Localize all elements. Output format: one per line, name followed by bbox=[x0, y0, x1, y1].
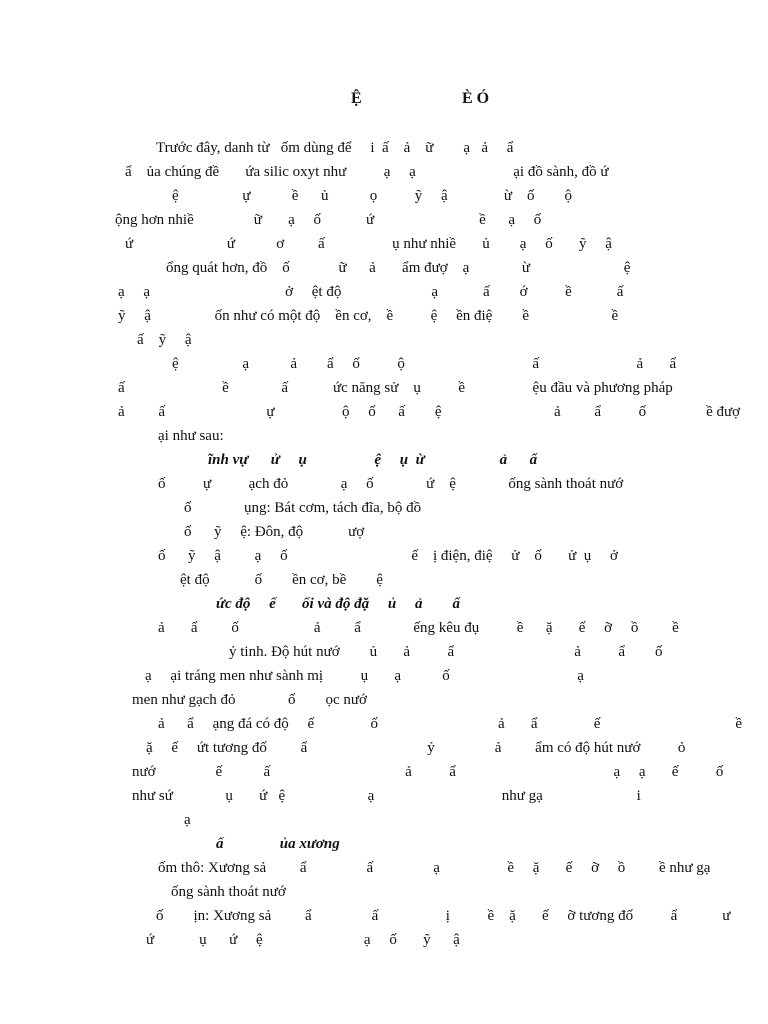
section-heading: ức độ ế ối và độ đặ ủ ả ẩ bbox=[216, 596, 460, 612]
text-line: ố ự ạch đỏ ạ ố ứ ệ ống sành thoát nướ bbox=[158, 476, 624, 492]
text-line: ứ ụ ứ ệ ạ ố ỹ ậ bbox=[146, 932, 460, 948]
text-line: ạ ạ ở ệt độ ạ ấ ớ ề ấ bbox=[118, 284, 624, 300]
document-title bbox=[0, 90, 768, 114]
text-line: ặ ế ứt tương đố ẩ ỷ ả ẩm có độ hút nướ ỏ bbox=[146, 740, 686, 756]
text-line: ốm thô: Xương sả ẩ ấ ạ ề ặ ế ỡ ồ ề như gạ bbox=[158, 860, 711, 876]
section-heading: ĩnh vự ử ụ ệ ụ ừ ả ẩ bbox=[208, 452, 538, 468]
text-line: ố ụng: Bát cơm, tách đĩa, bộ đồ bbox=[184, 500, 422, 516]
text-line: ả ẩ ạng đá có độ ế ố ả ẩ ế ề bbox=[158, 716, 743, 732]
title-right-text: È Ó bbox=[462, 90, 490, 107]
text-line: ố ỹ ậ ạ ố ế ị điện, điệ ử ố ử ụ ở bbox=[158, 548, 618, 564]
text-line: ệ ự ề ủ ọ ỹ ậ ừ ố ộ bbox=[172, 188, 572, 204]
text-line: ố ịn: Xương sả ẩ ấ ị ề ặ ế ỡ tương đố ẩ ư bbox=[156, 908, 731, 924]
text-line: ệt độ ố ền cơ, bề ệ bbox=[180, 572, 383, 588]
section-heading: ấ ủa xương bbox=[216, 836, 340, 852]
text-line: ộng hơn nhiề ữ ạ ố ứ ề ạ ố bbox=[115, 212, 542, 228]
text-line: ẩ ủa chúng đề ứa silic oxyt như ạ ạ ại đồ sành, đồ ứ bbox=[125, 164, 609, 180]
title-left-text: Ệ bbox=[351, 90, 362, 107]
text-line: ại như sau: bbox=[158, 428, 224, 444]
text-line: ạ bbox=[184, 812, 191, 828]
text-line: ổng quát hơn, đồ ố ữ ả ẩm đượ ạ ừ ệ bbox=[166, 260, 631, 276]
text-line: ố ỹ ệ: Đôn, độ ượ bbox=[184, 524, 365, 540]
text-line: ệ ạ ả ẩ ố ộ ấ ả ẩ bbox=[172, 356, 677, 372]
text-line: men như gạch đỏ ố ọc nướ bbox=[132, 692, 367, 708]
text-line: ỷ tinh. Độ hút nướ ủ ả ẩ ả ẩ ố bbox=[229, 644, 663, 660]
text-line: ả ẩ ố ả ẩ ếng kêu đụ ề ặ ế ỡ ồ ề bbox=[158, 620, 679, 636]
text-line: ả ấ ự ộ ố ấ ệ ả ẩ ố ề đượ bbox=[118, 404, 741, 420]
text-line: ạ ại tráng men như sành mị ụ ạ ố ạ bbox=[145, 668, 584, 684]
text-line: ấ ỹ ậ bbox=[137, 332, 192, 348]
text-line: ấ ề ấ ức năng sử ụ ề ệu đầu và phương pháp bbox=[118, 380, 673, 396]
text-line: nướ ế ấ ả ẩ ạ ạ ế ố bbox=[132, 764, 724, 780]
text-line: ứ ứ ơ ấ ụ như nhiề ủ ạ ố ỹ ậ bbox=[125, 236, 612, 252]
text-line: ống sành thoát nướ bbox=[171, 884, 286, 900]
text-line: như sứ ụ ứ ệ ạ như gạ i bbox=[132, 788, 641, 804]
text-line: ỹ ậ ốn như có một độ ền cơ, ề ệ ền điệ ề ề bbox=[118, 308, 619, 324]
text-line: Trước đây, danh từ ốm dùng để i ấ ả ữ ạ ả ẩ bbox=[156, 140, 514, 156]
